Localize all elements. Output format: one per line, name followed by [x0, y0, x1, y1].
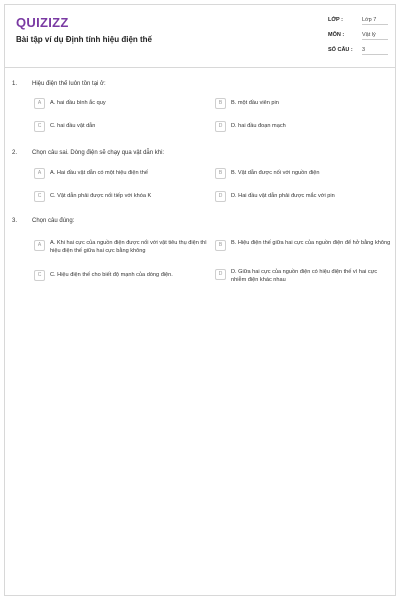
worksheet-page — [4, 4, 396, 596]
option-letter-box: C — [34, 191, 45, 202]
option-text: B. Vật dẫn được nối với nguồn điện — [231, 170, 320, 176]
option-letter-box: B — [215, 168, 226, 179]
meta-value-count: 3 — [362, 47, 388, 55]
option-letter-box: D — [215, 121, 226, 132]
option-letter-box: C — [34, 121, 45, 132]
option-text: C. Vật dẫn phải được nối tiếp với khóa K — [50, 193, 152, 199]
meta-value-class: Lớp 7 — [362, 17, 388, 25]
option-2b[interactable] — [215, 168, 385, 182]
question-number: 3. — [12, 218, 18, 224]
option-text: D. Giữa hai cực của nguồn điện có hiệu điện thế vì hai cực nhiễm điện khác nhau — [231, 269, 378, 283]
option-1d[interactable] — [215, 121, 385, 135]
option-3c[interactable] — [34, 270, 212, 284]
option-text: C. hai đầu vật dẫn — [50, 123, 96, 129]
option-letter-box: A — [34, 98, 45, 109]
option-letter-box: A — [34, 168, 45, 179]
option-letter-box: D — [215, 191, 226, 202]
option-text: D. Hai đầu vật dẫn phải được mắc với pin — [231, 193, 335, 199]
worksheet-title: Bài tập ví dụ Định tính hiệu điện thế — [16, 35, 152, 44]
option-3a[interactable] — [34, 238, 212, 260]
option-2a[interactable] — [34, 168, 209, 182]
question-2 — [12, 150, 382, 160]
option-2c[interactable] — [34, 191, 209, 205]
option-letter-box: C — [34, 270, 45, 281]
question-text: Chọn câu đúng: — [32, 218, 75, 224]
option-1c[interactable] — [34, 121, 194, 135]
option-3d[interactable] — [215, 267, 393, 289]
option-text: A. Hai đầu vật dẫn có một hiệu điện thế — [50, 170, 148, 176]
option-text: D. hai đầu đoạn mạch — [231, 123, 286, 129]
question-3 — [12, 218, 382, 228]
question-number: 2. — [12, 150, 18, 156]
option-2d[interactable] — [215, 191, 385, 205]
option-text: C. Hiệu điện thế cho biết độ mạnh của dòng điện. — [50, 272, 173, 278]
option-letter-box: B — [215, 240, 226, 251]
question-number: 1. — [12, 81, 18, 87]
question-1 — [12, 81, 382, 91]
option-text: B. một đầu viên pin — [231, 100, 279, 106]
option-text: A. hai đầu bình ắc quy — [50, 100, 106, 106]
question-text: Hiệu điện thế luôn tồn tại ở: — [32, 81, 106, 87]
option-1b[interactable] — [215, 98, 385, 112]
meta-label-count: SỐ CÂU : — [328, 47, 353, 53]
meta-label-subject: MÔN : — [328, 32, 345, 38]
meta-label-class: LỚP : — [328, 17, 343, 23]
quizizz-logo: QUIZIZZ — [16, 15, 69, 30]
meta-value-subject: Vật lý — [362, 32, 388, 40]
option-1a[interactable] — [34, 98, 194, 112]
question-text: Chọn câu sai. Dòng điện sẽ chạy qua vật dẫn khi: — [32, 150, 165, 156]
option-text: B. Hiệu điện thế giữa hai cực của nguồn điện để hở bằng không — [231, 240, 391, 246]
option-letter-box: D — [215, 269, 226, 280]
option-3b[interactable] — [215, 238, 393, 260]
option-letter-box: A — [34, 240, 45, 251]
option-text: A. Khi hai cực của nguồn điện được nối với vật tiêu thụ điện thì hiệu điện thế giữa hai cực bằng không — [50, 240, 207, 254]
option-letter-box: B — [215, 98, 226, 109]
